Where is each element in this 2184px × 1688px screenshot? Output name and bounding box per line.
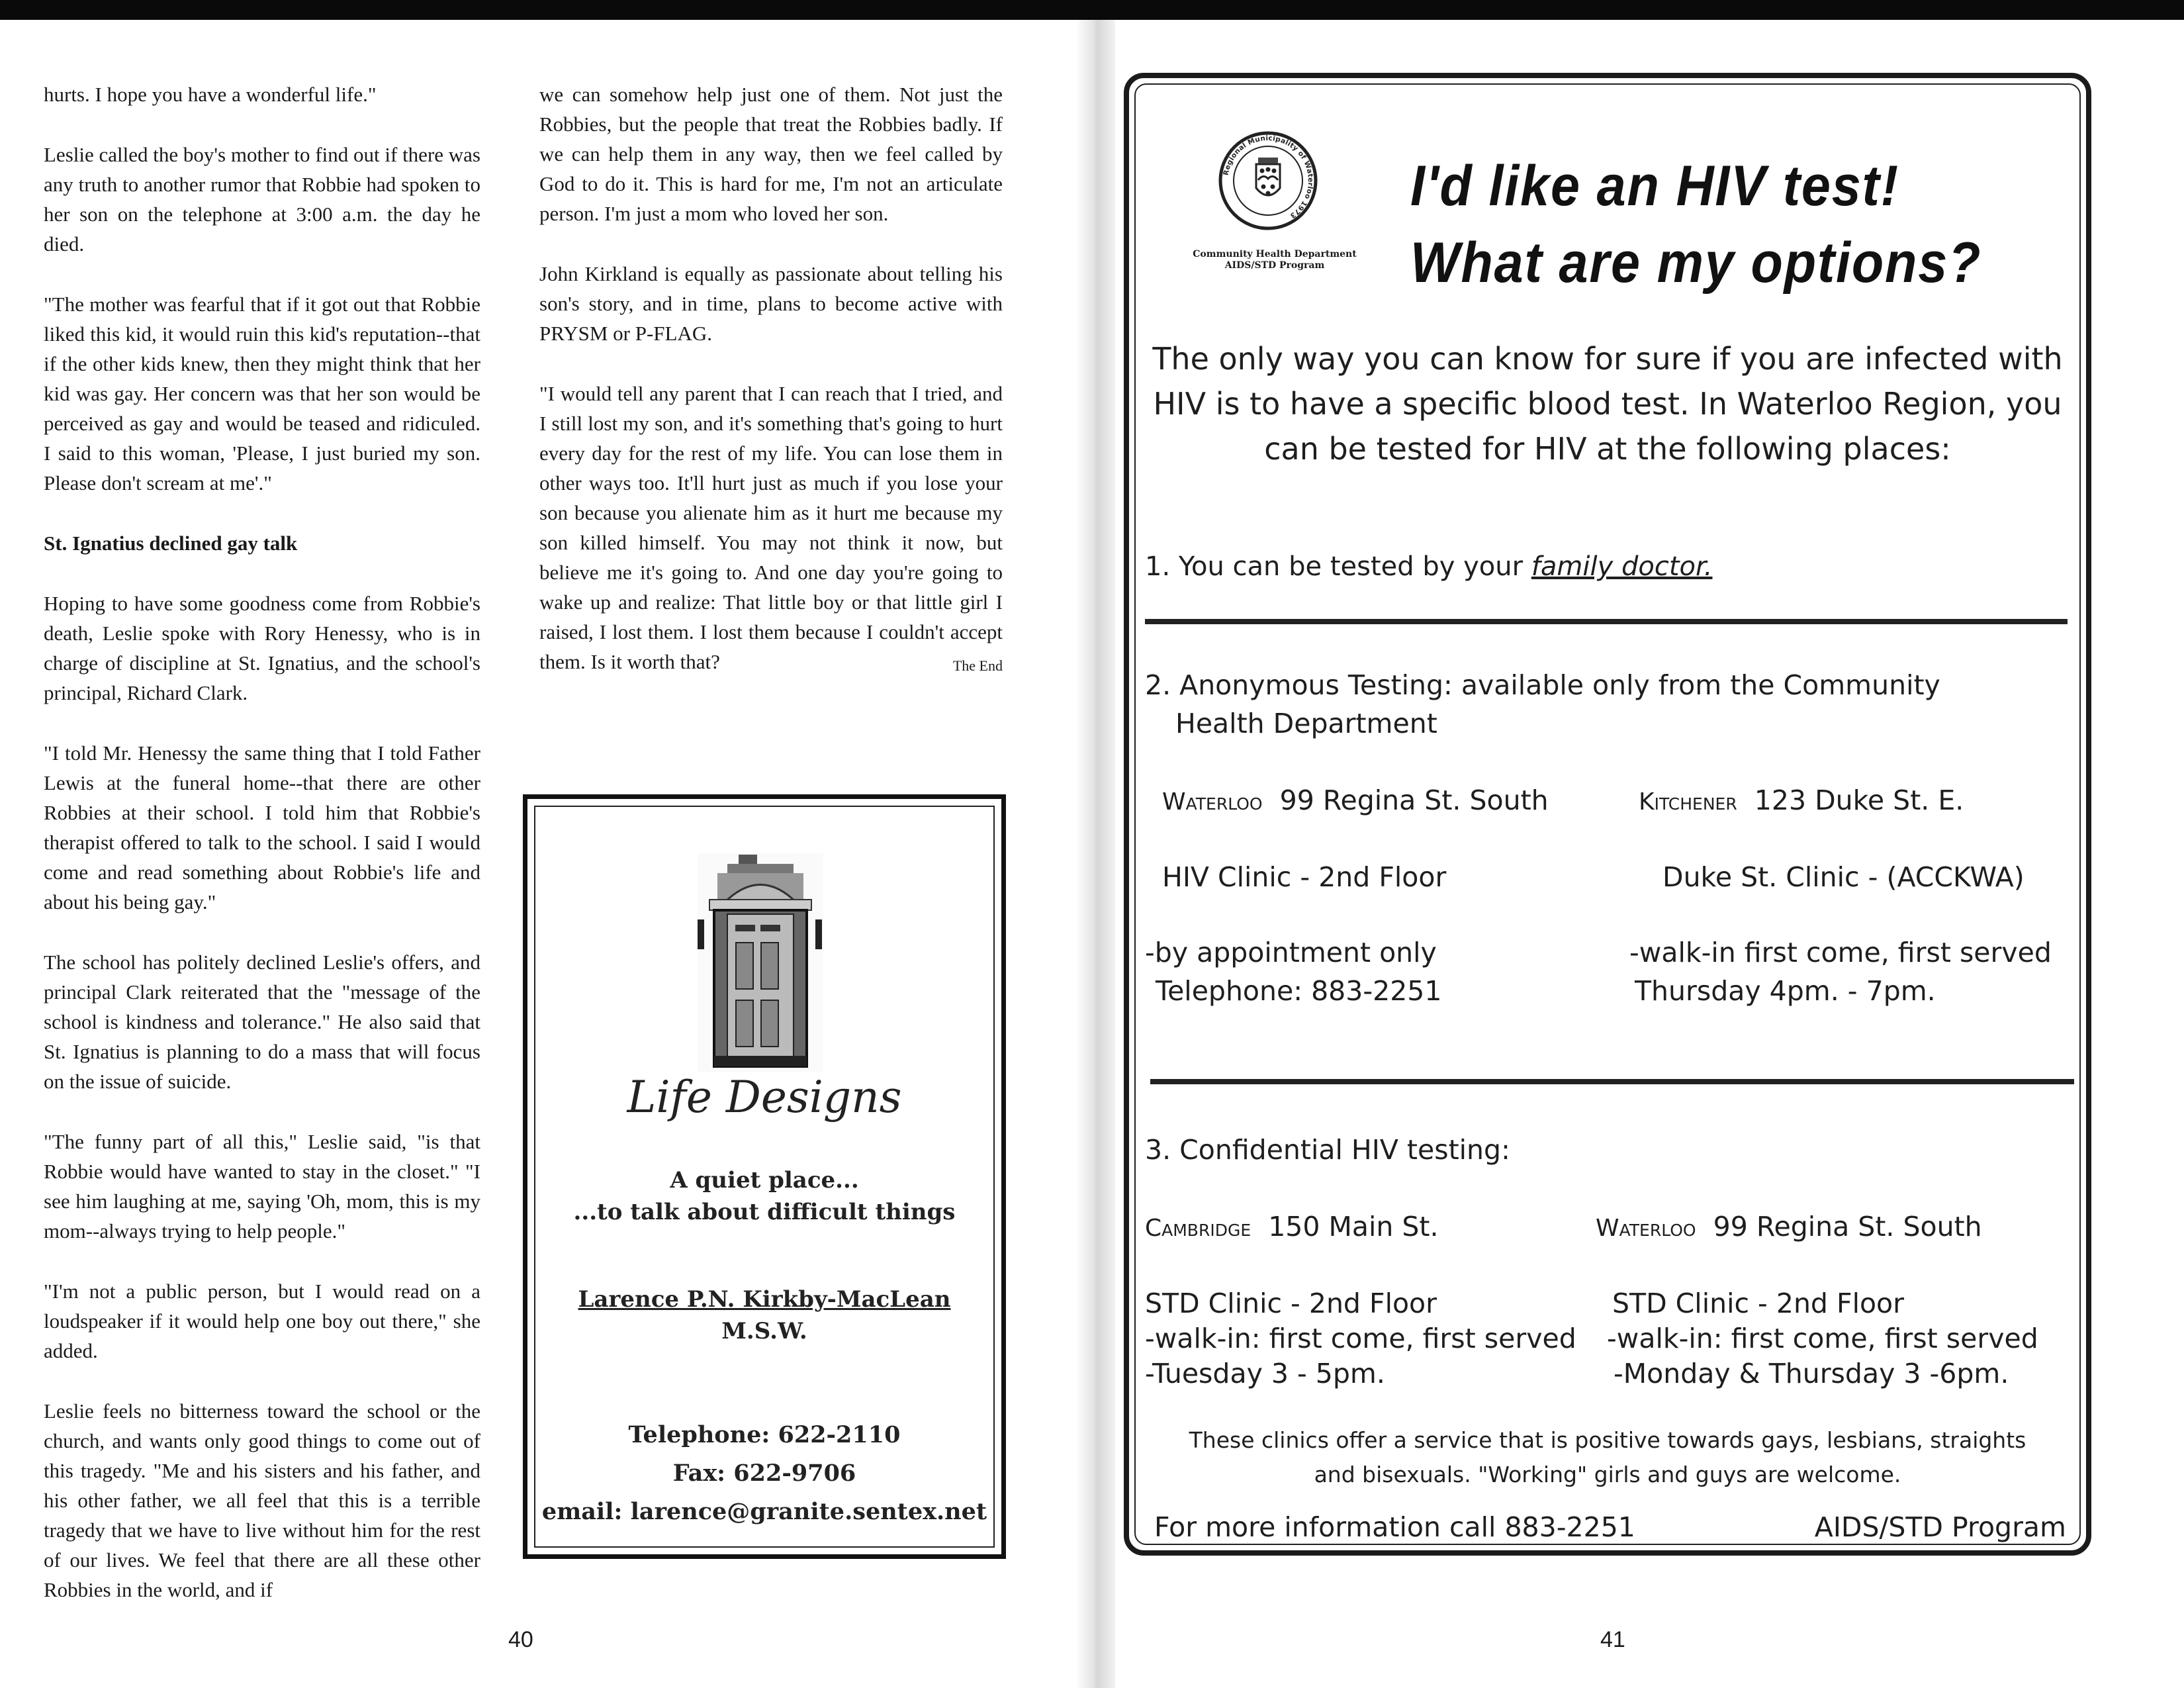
article-paragraph: "The funny part of all this," Leslie said, "is that Robbie would have wanted to stay in the closet." "I see him laughing at me, saying 'Oh, mom, this is my mom--always trying to help people.": [44, 1130, 480, 1243]
ad-fax: Fax: 622-9706: [672, 1460, 856, 1487]
book-gutter: [1075, 20, 1115, 1688]
ad-title: Life Designs: [627, 1072, 902, 1123]
anon-waterloo-phone: Telephone: 883-2251: [1156, 975, 1442, 1007]
door-icon: [698, 853, 823, 1072]
anon-waterloo-clinic: HIV Clinic - 2nd Floor: [1162, 861, 1447, 893]
article-paragraph: hurts. I hope you have a wonderful life.": [44, 83, 377, 106]
family-doctor-link[interactable]: family doctor.: [1531, 551, 1713, 582]
address: 99 Regina St. South: [1713, 1211, 1982, 1243]
clinic-note-line-2: and bisexuals. "Working" girls and guys are welcome.: [1314, 1462, 1901, 1487]
page-number-left: 40: [508, 1627, 533, 1652]
conf-cambridge-clinic: STD Clinic - 2nd Floor: [1145, 1288, 1437, 1319]
notice-inner-border: [1134, 83, 2081, 1545]
ad-tagline-1: A quiet place...: [670, 1167, 859, 1194]
section-heading: St. Ignatius declined gay talk: [44, 532, 298, 555]
the-end-mark: The End: [952, 657, 1003, 674]
ad-telephone: Telephone: 622-2110: [628, 1421, 901, 1448]
headline-line-1: I'd like an HIV test!: [1410, 154, 1899, 218]
footer-program: AIDS/STD Program: [1814, 1511, 2066, 1543]
conf-waterloo-location: [1596, 1207, 1982, 1248]
city-name: Waterloo: [1162, 788, 1263, 816]
clinic-note-line-1: These clinics offer a service that is positive towards gays, lesbians, straights: [1189, 1427, 2026, 1453]
anon-waterloo-location: [1162, 781, 1549, 821]
ad-tagline-2: ...to talk about difficult things: [573, 1199, 956, 1225]
city-name: Kitchener: [1639, 788, 1737, 816]
article-paragraph: "I would tell any parent that I can reach that I tried, and I still lost my son, and it's something that's going to hurt every day for the rest of my life. You can lose them in other ways too. It'll hurt just as much if you lose your son because you alienate him as it hurt me because my son killed himself. You may not think it now, but believe me it's going to. And one day you're going to wake up and realize: That little boy or that little girl I raised, I lost them. I lost them because I couldn't accept them. Is it worth that? The End: [539, 379, 1003, 677]
ad-contact: [535, 1416, 993, 1531]
more-info-phone: For more information call 883-2251: [1154, 1511, 1635, 1543]
article-paragraph: "The mother was fearful that if it got out that Robbie liked this kid, it would ruin this kid's reputation--that if the other kids knew, then they might think that her kid was gay. Her concern was that her son would be perceived as gay and would be teased and ridiculed. I said to this woman, 'Please, I just buried my son. Please don't scream at me'.": [44, 293, 480, 494]
conf-cambridge-location: [1145, 1207, 1439, 1248]
notice-headline: [1410, 148, 1981, 301]
department-name: Community Health Department: [1193, 249, 1357, 259]
ad-tagline: [535, 1164, 993, 1228]
anon-kitchener-clinic: Duke St. Clinic - (ACCKWA): [1662, 861, 2025, 893]
department-label: [1142, 249, 1407, 271]
address: 99 Regina St. South: [1279, 784, 1549, 816]
article-paragraph: Leslie feels no bitterness toward the school or the church, and wants only good things to come out of this tragedy. "Me and his sisters and his father, and his other father, we all feel that this is a terrible tragedy that we have to live without him for the rest of our lives. We feel that there are all these other Robbies in the world, and if: [44, 1399, 480, 1601]
ad-credentials: M.S.W.: [721, 1318, 807, 1344]
option-2-heading-2: Health Department: [1175, 708, 1437, 739]
clinic-note: [1136, 1423, 2079, 1492]
anon-kitchener-hours-1: -walk-in first come, first served: [1629, 937, 2052, 968]
city-name: Waterloo: [1596, 1215, 1696, 1242]
seal-text: Regional Municipality of Waterloo 1973: [1222, 134, 1315, 220]
conf-waterloo-hours-1: -walk-in: first come, first served: [1607, 1323, 2038, 1354]
section-divider: [1150, 1079, 2074, 1084]
page-number-right: 41: [1600, 1627, 1625, 1652]
ad-counsellor-name: Larence P.N. Kirkby-MacLean: [578, 1286, 951, 1313]
conf-waterloo-clinic: STD Clinic - 2nd Floor: [1612, 1288, 1904, 1319]
section-divider: [1145, 619, 2068, 624]
article-paragraph: "I told Mr. Henessy the same thing that I told Father Lewis at the funeral home--that there are other Robbies at their school. I told him that Robbie's therapist offered to talk to the school. I said I would come and read something about Robbie's life and about his being gay.": [44, 741, 480, 914]
life-designs-ad: [523, 794, 1006, 1559]
conf-waterloo-hours-2: -Monday & Thursday 3 -6pm.: [1614, 1358, 2009, 1389]
anon-kitchener-location: [1639, 781, 1964, 821]
municipal-seal-icon: [1218, 131, 1318, 230]
article-paragraph: Hoping to have some goodness come from Robbie's death, Leslie spoke with Rory Henessy, who is in charge of discipline at St. Ignatius, and the school's principal, Richard Clark.: [44, 592, 480, 704]
anon-kitchener-hours-2: Thursday 4pm. - 7pm.: [1635, 975, 1936, 1007]
ad-email[interactable]: email: larence@granite.sentex.net: [541, 1498, 987, 1525]
article-column-2: [539, 79, 1003, 707]
article-paragraph: Leslie called the boy's mother to find out if there was any truth to another rumor that Robbie had spoken to her son on the telephone at 3:00 a.m. the day he died.: [44, 143, 480, 256]
option-2-heading-1: 2. Anonymous Testing: available only from the Community: [1145, 669, 1940, 701]
option-family-doctor: [1145, 551, 1712, 582]
hiv-testing-notice: [1124, 73, 2091, 1556]
ad-inner-border: [534, 806, 995, 1548]
scan-top-edge: [0, 0, 2184, 20]
ad-counsellor: [535, 1284, 993, 1347]
city-name: Cambridge: [1145, 1215, 1251, 1242]
option-3-heading: 3. Confidential HIV testing:: [1145, 1134, 1510, 1166]
intro-text: The only way you can know for sure if you are infected with HIV is to have a specific blood test. In Waterloo Region, you can be tested for HIV at the following places:: [1152, 341, 2063, 467]
article-paragraph: we can somehow help just one of them. Not just the Robbies, but the people that treat the Robbies badly. If we can help them in any way, then we feel called by God to do it. This is hard for me, I'm not an articulate person. I'm just a mom who loved her son.: [539, 83, 1003, 225]
article-paragraph: "I'm not a public person, but I would read on a loudspeaker if it would help one boy out there," she added.: [44, 1280, 480, 1362]
conf-cambridge-hours-2: -Tuesday 3 - 5pm.: [1145, 1358, 1385, 1389]
address: 123 Duke St. E.: [1754, 784, 1964, 816]
conf-cambridge-hours-1: -walk-in: first come, first served: [1145, 1323, 1576, 1354]
address: 150 Main St.: [1268, 1211, 1439, 1243]
option-1-text: 1. You can be tested by your: [1145, 551, 1531, 582]
headline-line-2: What are my options?: [1410, 231, 1982, 295]
article-column-1: [44, 79, 480, 1635]
anon-waterloo-hours-1: -by appointment only: [1145, 937, 1437, 968]
program-name: AIDS/STD Program: [1224, 260, 1325, 271]
article-paragraph: The school has politely declined Leslie's offers, and principal Clark reiterated that the "message of the school is kindness and tolerance." He also said that St. Ignatius is planning to do a mass that will focus on the issue of suicide.: [44, 951, 480, 1093]
article-paragraph: John Kirkland is equally as passionate about telling his son's story, and in time, plans to become active with PRYSM or P-FLAG.: [539, 262, 1003, 345]
